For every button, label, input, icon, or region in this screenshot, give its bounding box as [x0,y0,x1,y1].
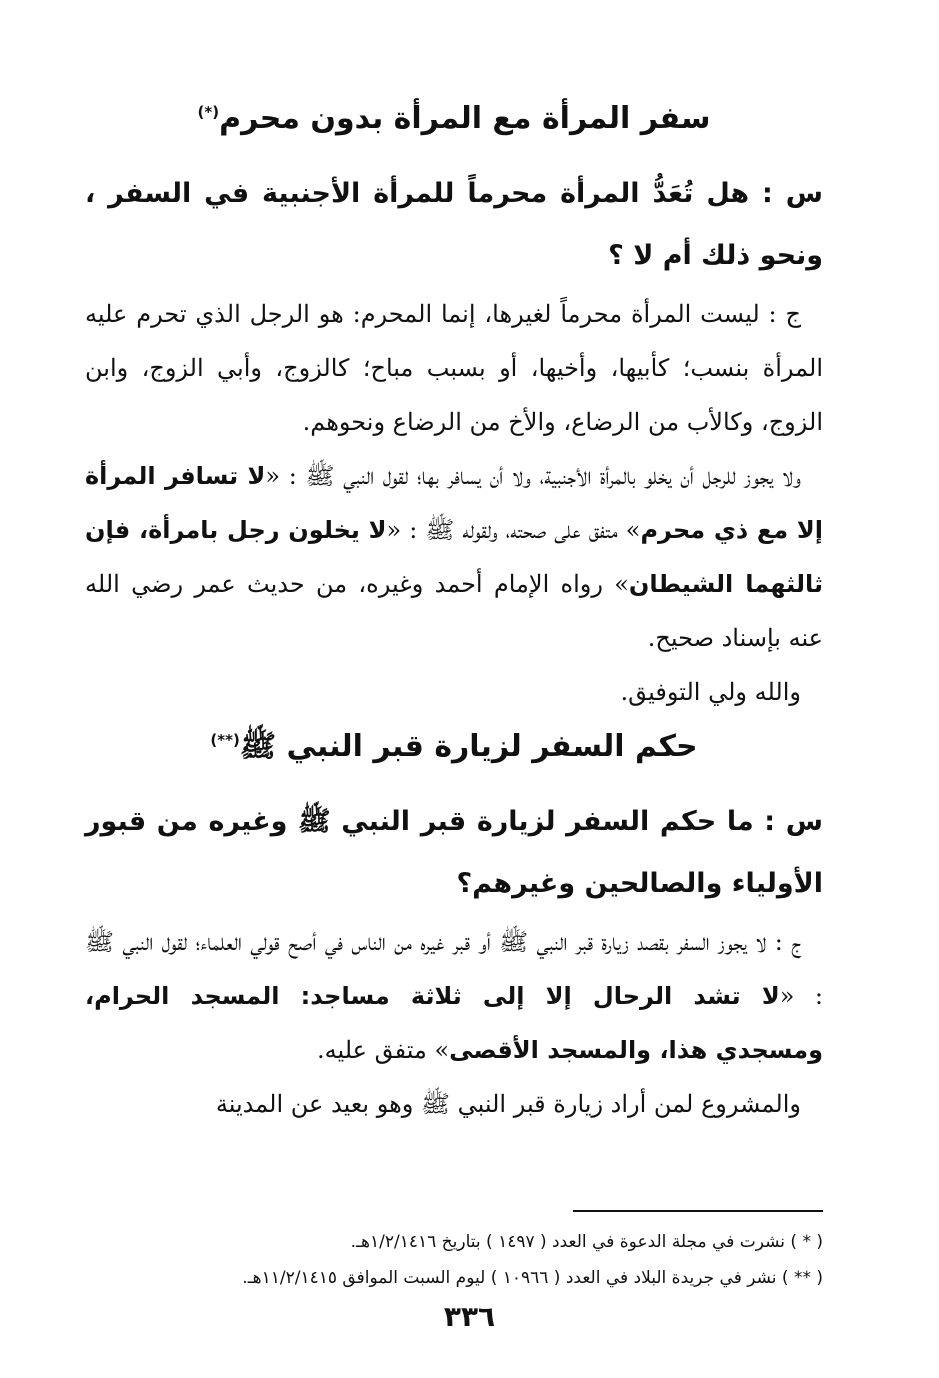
section2-answer-paragraph [85,915,823,1077]
section1-text-b: » متفق على صحته، ولقوله ﷺ : « [386,516,641,544]
section1-title-text: سفر المرأة مع المرأة بدون محرم [219,101,711,136]
section1-answer-paragraph: ج : ليست المرأة محرماً لغيرها، إنما المحرم: هو الرجل الذي تحرم عليه المرأة بنسب؛ كأبيها، وأخيها، أو بسبب مباح؛ كالزوج، وأبي الزوج، وابن الزوج، وكالأب من الرضاع، والأخ من الرضاع ونحوهم. [85,300,823,436]
section2-answer-paragraph-2: والمشروع لمن أراد زيارة قبر النبي ﷺ وهو بعيد عن المدينة [215,1090,801,1118]
section1-hadith-paragraph [85,449,823,665]
footnotes [85,1224,823,1296]
section2-footnote-marker: (**) [210,731,240,749]
section2-question: س : ما حكم السفر لزيارة قبر النبي ﷺ وغيره من قبور الأولياء والصالحين وغيرهم؟ [85,806,823,899]
footnote-divider [573,1210,823,1212]
page-body [85,95,823,1131]
section2-title-text: حكم السفر لزيارة قبر النبي ﷺ [239,729,698,764]
section1-text-a: ولا يجوز للرجل أن يخلو بالمرأة الأجنبية، ولا أن يسافر بها؛ لقول النبي ﷺ : « [265,462,801,490]
footnote-2: ( ** ) نشر في جريدة البلاد في العدد ( ١٠٩٦٦ ) ليوم السبت الموافق ١١/٢/١٤١٥هـ. [242,1268,823,1288]
footnote-1: ( * ) نشرت في مجلة الدعوة في العدد ( ١٤٩٧ ) بتاريخ ١/٢/١٤١٦هـ. [350,1232,823,1252]
section2-title [85,723,823,771]
page-number: ٣٣٦ [443,1300,496,1333]
hadith-quote-2: لا يخلون رجل بامرأة، فإن ثالثهما الشيطان [85,516,824,598]
section2-text-b: » متفق عليه. [316,1036,450,1064]
section1-title [85,95,823,143]
section1-text-c: » رواه الإمام أحمد وغيره، من حديث عمر رضي الله عنه بإسناد صحيح. [85,570,823,652]
section2-text-a: ج : لا يجوز السفر بقصد زيارة قبر النبي ﷺ أو قبر غيره من الناس في أصح قولي العلماء؛ لقول النبي ﷺ : « [85,928,823,1010]
hadith-quote-3: لا تشد الرحال إلا إلى ثلاثة مساجد: المسجد الحرام، ومسجدي هذا، والمسجد الأقصى [85,982,823,1064]
section1-closing: والله ولي التوفيق. [620,678,801,706]
section1-footnote-marker: (*) [197,103,220,121]
hadith-quote-1: لا تسافر المرأة إلا مع ذي محرم [85,462,823,544]
section1-question: س : هل تُعَدُّ المرأة محرماً للمرأة الأجنبية في السفر ، ونحو ذلك أم لا ؟ [85,178,823,271]
